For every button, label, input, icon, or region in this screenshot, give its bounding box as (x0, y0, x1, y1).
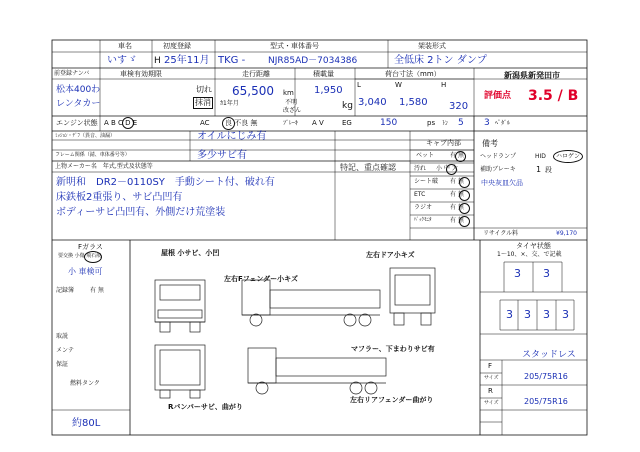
record-value: 有 無 (90, 287, 104, 294)
hid-label: HID (535, 153, 546, 160)
plate-label: 前登録ナンバ (54, 70, 90, 77)
remarks-note: 中央灰皿欠品 (481, 179, 523, 187)
record-label: 記録簿 (56, 287, 75, 294)
glass-label: Fガラス (78, 243, 103, 251)
note-door: 左右ドア小キズ (366, 251, 415, 259)
aux-brake-value: 1 (536, 165, 542, 174)
tire-title: タイヤ状態 (516, 242, 551, 250)
tire-front-right: 3 (543, 267, 550, 280)
cab-bed-label: ベット (416, 152, 435, 159)
tire-f-label: F (488, 362, 493, 370)
dim-height: 320 (449, 101, 469, 112)
note-rbumper: Rバンパーサビ、曲がり (168, 403, 243, 411)
tire-r-label: R (488, 387, 493, 395)
cab-etc-value: 有 無 (450, 191, 464, 198)
plate-value-2: レンタカー (56, 99, 101, 109)
cab-dirt-label: 汚れ (414, 165, 427, 172)
inspection-date: ｶ1年月 (220, 100, 239, 107)
truck-side-left (248, 348, 386, 394)
cab-radio-value: 有 無 (450, 204, 464, 211)
frame-label: フレーム関係（錆、車体番号等） (55, 152, 130, 158)
cab-radio-label: ラジオ (414, 204, 433, 211)
ac-selected-mark (222, 117, 235, 130)
engine-selected-mark (122, 117, 134, 129)
maker-value: いすゞ (107, 55, 137, 66)
tire-r-size-label: サイズ (484, 400, 499, 406)
grade-label: 評価点 (484, 91, 512, 101)
maker-label: 車名 (118, 42, 132, 50)
dim-w-label: W (395, 81, 402, 89)
location: 新潟県新発田市 (504, 71, 560, 80)
mission-value: オイルにじみ有 (197, 131, 267, 142)
frame-value: 多少サビ有 (197, 150, 247, 161)
cab-etc-label: ETC (414, 191, 426, 198)
ac-label: AC (200, 119, 210, 127)
plate-value-1: 松本400わ (56, 85, 101, 95)
upper-line-3: ボディーサビ凸凹有、外側だけ荒塗装 (56, 207, 226, 218)
cancelled-label: 抹消 (195, 98, 211, 107)
cab-seat-value: 有 無 (450, 178, 464, 185)
cab-monitor-label: ﾊﾞｯｸﾓﾆﾀ (414, 217, 432, 223)
upper-line-1: 新明和 DR2－0110SY 手動シート付、破れ有 (56, 177, 275, 188)
aux-brake-unit: 段 (545, 166, 552, 174)
glass-value: 小 車検可 (68, 267, 103, 276)
brake-value: A V (312, 119, 324, 127)
model-prefix: TKG - (218, 55, 246, 66)
mileage-tampered: 改ざん (283, 107, 302, 114)
ton-label: ﾄﾝ (442, 120, 449, 127)
dim-length: 3,040 (358, 97, 387, 108)
engine-grades: A B C D E (104, 119, 138, 127)
tire-f-size-label: サイズ (484, 375, 499, 381)
pedal-count: 3 (484, 118, 490, 128)
cab-bed-value: 有 無 (450, 152, 464, 159)
cab-seat-mark (459, 177, 470, 188)
ton-value: 5 (458, 118, 464, 128)
model-label: 型式・車体番号 (270, 42, 319, 50)
load-label: 積載量 (313, 70, 334, 78)
cab-radio-mark (459, 203, 470, 214)
tire-front-left: 3 (514, 267, 521, 280)
mileage-value: 65,500 (232, 84, 274, 98)
glass-options: 要交換 小傷 飛石痕 (58, 253, 102, 259)
tire-rear-1: 3 (506, 308, 513, 321)
special-label: 特記、重点確認 (340, 163, 396, 172)
truck-top-view (155, 345, 205, 398)
upper-line-2: 床鉄板2重張り、サビ凸凹有 (56, 192, 183, 203)
body-type: 全低床 2トン ダンプ (394, 55, 487, 66)
cab-etc-mark (459, 190, 470, 201)
note-muffler: マフラー、下まわりサビ有 (351, 345, 435, 353)
fuel-label: 燃料タンク (70, 380, 100, 387)
dim-l-label: L (357, 81, 361, 89)
pedal-label: ﾍﾟﾀﾞﾙ (495, 120, 511, 127)
mileage-unknown: 不明 (285, 99, 298, 106)
warranty-label: 保証 (56, 361, 69, 368)
recycle-label: リサイクル料 (483, 230, 519, 237)
body-label: 架装形式 (418, 42, 446, 50)
dims-label: 荷台寸法（mm） (385, 70, 441, 78)
note-roof: 屋根 小サビ、小凹 (161, 249, 220, 257)
fuel-value: 約80L (72, 418, 101, 429)
remarks-label: 備考 (482, 139, 498, 148)
headlamp-label: ヘッドランプ (480, 153, 517, 160)
recycle-value: ¥9,170 (556, 230, 577, 237)
truck-front-view (155, 280, 205, 332)
dim-width: 1,580 (399, 97, 428, 108)
mileage-unit: km (283, 89, 294, 97)
note-fender: 左右Fフェンダー小キズ (224, 275, 299, 283)
halogen-mark (553, 150, 583, 163)
truck-rear-view (390, 268, 435, 325)
ac-value: 良 不良 無 (225, 119, 258, 127)
reg-value: 25年11月 (164, 55, 210, 66)
tire-type: スタッドレス (522, 350, 576, 360)
tire-rear-3: 3 (543, 308, 550, 321)
grade-value: 3.5 / B (528, 88, 579, 104)
tire-rear-4: 3 (562, 308, 569, 321)
reg-era: H (154, 56, 161, 66)
manual-label: 取説 (56, 333, 69, 340)
tire-legend: 1～10、×、交、で記載 (497, 251, 562, 258)
load-unit: kg (342, 101, 353, 111)
cab-seat-label: シート破 (414, 178, 439, 185)
cab-bed-mark (455, 151, 466, 162)
cab-dirt-value: 小 中 大 (436, 165, 458, 172)
expired-label: 切れ (196, 85, 212, 94)
tire-rear-2: 3 (524, 308, 531, 321)
brake-label: ﾌﾞﾚｰｷ (283, 120, 299, 127)
cab-dirt-mark (446, 164, 457, 175)
mileage-label: 走行距離 (242, 70, 270, 78)
upper-label: 上物メーカー名 年式,型式及状態等 (55, 163, 153, 170)
cab-monitor-mark (459, 216, 470, 227)
cab-label: キャブ内部 (426, 139, 461, 147)
glass-selected-mark (84, 251, 102, 263)
cab-monitor-value: 有 無 (450, 217, 464, 224)
chassis-number: NJR85AD－7034386 (268, 56, 358, 66)
reg-label: 初度登録 (163, 42, 191, 50)
eg-label: EG (342, 119, 352, 127)
tire-f-size: 205/75R16 (524, 372, 568, 381)
mission-label: ﾐｯｼｮﾝ・ﾃﾞﾌ（異音、油漏） (55, 133, 116, 139)
load-value: 1,950 (314, 85, 343, 96)
halogen-label: ハロゲン (556, 153, 580, 160)
note-rfender: 左右リアフェンダー曲がり (350, 396, 434, 404)
truck-side-right (242, 280, 380, 326)
engine-label: エンジン状態 (56, 119, 98, 127)
ps-label: ps (427, 119, 436, 127)
maint-label: メンテ (56, 347, 75, 354)
inspection-label: 車検有効期限 (120, 70, 162, 78)
tire-r-size: 205/75R16 (524, 397, 568, 406)
aux-brake-label: 補助ブレーキ (480, 166, 516, 173)
dim-h-label: H (441, 81, 447, 89)
eg-value: 150 (380, 118, 398, 128)
